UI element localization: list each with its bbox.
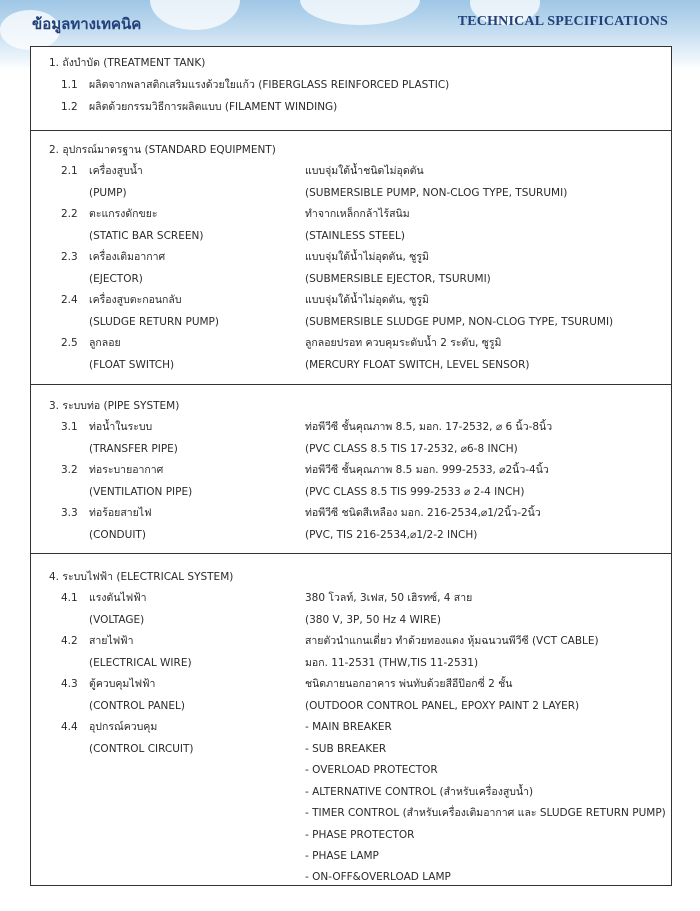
section-title: 3. ระบบท่อ (PIPE SYSTEM) [49, 400, 180, 412]
item-label-thai: เครื่องเติมอากาศ [89, 251, 166, 263]
section-title: 4. ระบบไฟฟ้า (ELECTRICAL SYSTEM) [49, 571, 234, 583]
item-value-english: (OUTDOOR CONTROL PANEL, EPOXY PAINT 2 LAYER) [305, 700, 580, 712]
water-splash-graphic [150, 0, 240, 30]
item-label-english: (EJECTOR) [89, 273, 143, 285]
item-value-thai: ท่อพีวีซี ชั้นคุณภาพ 8.5, มอก. 17-2532, ⌀ 6 นิ้ว-8นิ้ว [305, 421, 553, 433]
item-value-english: (SUBMERSIBLE PUMP, NON-CLOG TYPE, TSURUMI) [305, 187, 568, 199]
item-label-thai: สายไฟฟ้า [89, 635, 134, 647]
item-label-english: (CONDUIT) [89, 529, 146, 541]
item-value-english: (PVC CLASS 8.5 TIS 17-2532, ⌀6-8 INCH) [305, 443, 518, 455]
control-component: - ALTERNATIVE CONTROL (สำหรับเครื่องสูบน้ำ) [305, 786, 534, 798]
item-value-thai: แบบจุ่มใต้น้ำไม่อุดตัน, ซูรูมิ [305, 251, 429, 263]
control-component: - PHASE LAMP [305, 850, 379, 862]
item-number: 4.1 [61, 592, 78, 604]
item-text: ผลิตจากพลาสติกเสริมแรงด้วยใยแก้ว (FIBERGLASS REINFORCED PLASTIC) [89, 79, 450, 91]
item-value-thai: ทำจากเหล็กกล้าไร้สนิม [305, 208, 410, 220]
section-electrical-system [31, 553, 671, 887]
item-value-english: (STAINLESS STEEL) [305, 230, 405, 242]
item-label-english: (VOLTAGE) [89, 614, 145, 626]
item-number: 1.1 [61, 79, 78, 91]
item-number: 2.5 [61, 337, 78, 349]
item-value-thai: - MAIN BREAKER [305, 721, 392, 733]
control-component: - PHASE PROTECTOR [305, 829, 415, 841]
item-number: 3.1 [61, 421, 78, 433]
item-label-english: (CONTROL CIRCUIT) [89, 743, 194, 755]
item-label-thai: เครื่องสูบตะกอนกลับ [89, 294, 182, 306]
item-label-english: (PUMP) [89, 187, 127, 199]
item-label-thai: ตู้ควบคุมไฟฟ้า [89, 678, 156, 690]
item-label-english: (SLUDGE RETURN PUMP) [89, 316, 219, 328]
section-title: 1. ถังบำบัด (TREATMENT TANK) [49, 57, 206, 69]
item-value-thai: ท่อพีวีซี ชนิดสีเหลือง มอก. 216-2534,⌀1/2นิ้ว-2นิ้ว [305, 507, 541, 519]
page-title-thai: ข้อมูลทางเทคนิค [32, 15, 142, 33]
item-label-english: (CONTROL PANEL) [89, 700, 185, 712]
item-label-thai: ตะแกรงดักขยะ [89, 208, 158, 220]
item-value-english: มอก. 11-2531 (THW,TIS 11-2531) [305, 657, 479, 669]
item-value-thai: ชนิดภายนอกอาคาร พ่นทับด้วยสีอีป๊อกซี่ 2 ชั้น [305, 678, 513, 690]
item-value-thai: ท่อพีวีซี ชั้นคุณภาพ 8.5 มอก. 999-2533, ⌀2นิ้ว-4นิ้ว [305, 464, 549, 476]
control-component: - OVERLOAD PROTECTOR [305, 764, 438, 776]
item-label-thai: เครื่องสูบน้ำ [89, 165, 143, 177]
item-value-english: (SUBMERSIBLE EJECTOR, TSURUMI) [305, 273, 491, 285]
item-label-thai: ลูกลอย [89, 337, 121, 349]
item-number: 2.2 [61, 208, 78, 220]
item-label-thai: แรงดันไฟฟ้า [89, 592, 147, 604]
spec-sheet [30, 46, 672, 886]
item-value-english: - SUB BREAKER [305, 743, 387, 755]
item-label-english: (ELECTRICAL WIRE) [89, 657, 192, 669]
item-value-thai: แบบจุ่มใต้น้ำชนิดไม่อุดตัน [305, 165, 424, 177]
item-number: 4.4 [61, 721, 78, 733]
item-label-english: (STATIC BAR SCREEN) [89, 230, 204, 242]
item-label-english: (VENTILATION PIPE) [89, 486, 193, 498]
page-title-english: TECHNICAL SPECIFICATIONS [457, 14, 668, 29]
section-title: 2. อุปกรณ์มาตรฐาน (STANDARD EQUIPMENT) [49, 144, 276, 156]
item-number: 3.3 [61, 507, 78, 519]
item-number: 4.3 [61, 678, 78, 690]
item-value-thai: 380 โวลท์, 3เฟส, 50 เฮิรทซ์, 4 สาย [305, 592, 473, 604]
section-treatment-tank [31, 47, 671, 130]
item-text: ผลิตด้วยกรรมวิธีการผลิตแบบ (FILAMENT WINDING) [89, 101, 338, 113]
item-number: 2.3 [61, 251, 78, 263]
section-standard-equipment [31, 130, 671, 384]
section-pipe-system [31, 384, 671, 553]
item-label-thai: ท่อร้อยสายไฟ [89, 507, 152, 519]
item-number: 1.2 [61, 101, 78, 113]
item-value-thai: ลูกลอยปรอท ควบคุมระดับน้ำ 2 ระดับ, ซูรูมิ [305, 337, 502, 349]
item-value-english: (PVC, TIS 216-2534,⌀1/2-2 INCH) [305, 529, 478, 541]
item-number: 2.4 [61, 294, 78, 306]
item-number: 3.2 [61, 464, 78, 476]
item-value-english: (SUBMERSIBLE SLUDGE PUMP, NON-CLOG TYPE, TSURUMI) [305, 316, 614, 328]
control-component: - ON-OFF&OVERLOAD LAMP [305, 871, 451, 883]
item-value-english: (PVC CLASS 8.5 TIS 999-2533 ⌀ 2-4 INCH) [305, 486, 525, 498]
item-value-english: (MERCURY FLOAT SWITCH, LEVEL SENSOR) [305, 359, 530, 371]
item-number: 4.2 [61, 635, 78, 647]
control-component: - TIMER CONTROL (สำหรับเครื่องเติมอากาศ และ SLUDGE RETURN PUMP) [305, 807, 666, 819]
item-label-thai: ท่อระบายอากาศ [89, 464, 164, 476]
item-value-thai: แบบจุ่มใต้น้ำไม่อุดตัน, ซูรูมิ [305, 294, 429, 306]
item-label-thai: อุปกรณ์ควบคุม [89, 721, 158, 733]
water-splash-graphic [300, 0, 420, 25]
item-number: 2.1 [61, 165, 78, 177]
item-value-english: (380 V, 3P, 50 Hz 4 WIRE) [305, 614, 441, 626]
item-label-english: (TRANSFER PIPE) [89, 443, 178, 455]
item-label-thai: ท่อน้ำในระบบ [89, 421, 153, 433]
item-value-thai: สายตัวนำแกนเดี่ยว ทำด้วยทองแดง หุ้มฉนวนพีวีซี (VCT CABLE) [305, 635, 599, 647]
item-label-english: (FLOAT SWITCH) [89, 359, 175, 371]
